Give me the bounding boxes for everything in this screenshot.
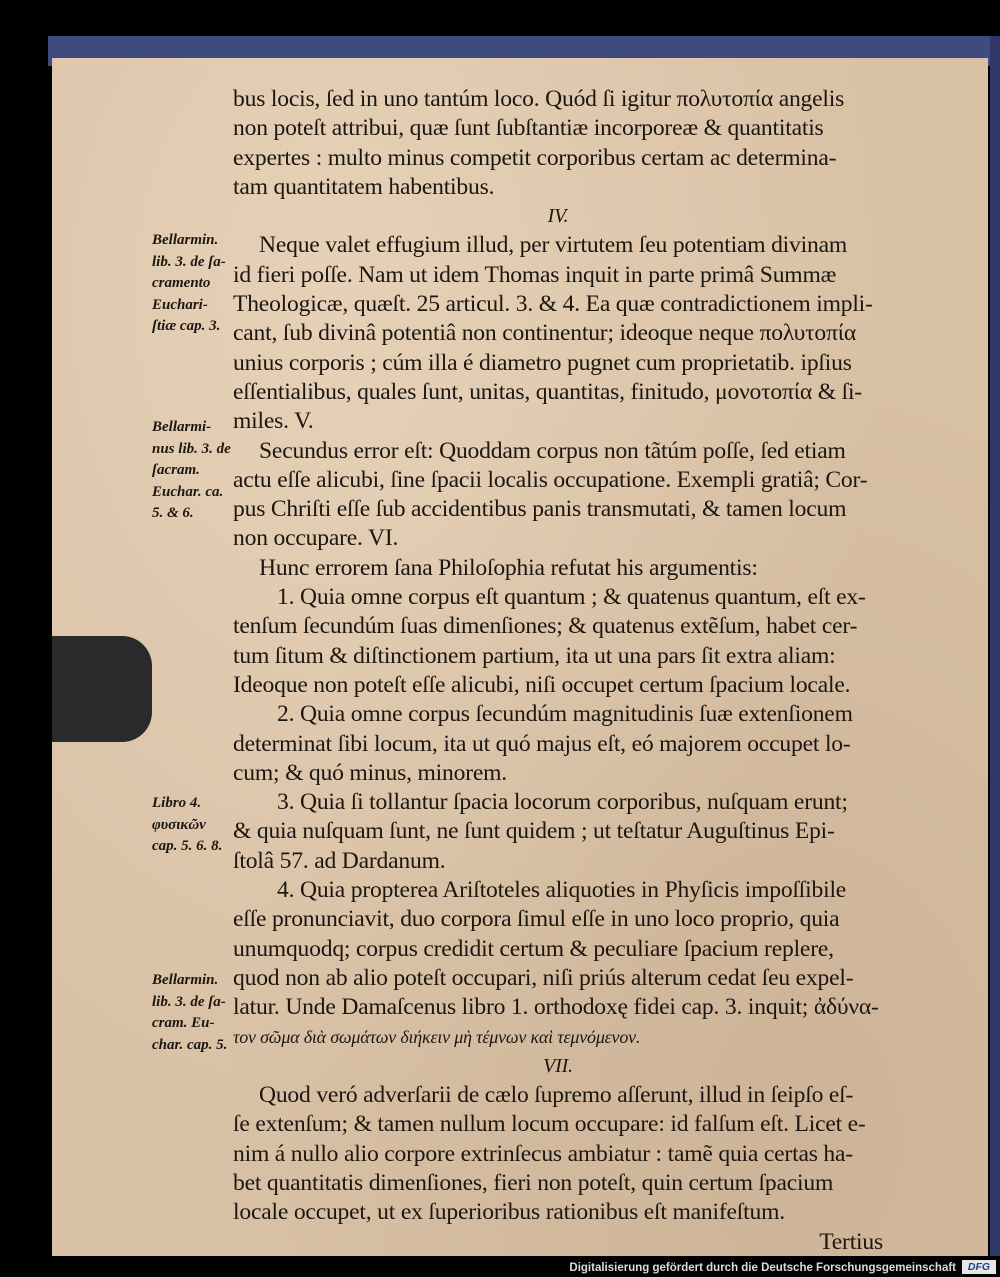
body-text <box>233 85 883 1257</box>
margin-note-line: lib. 3. de ſa- <box>152 993 226 1010</box>
text-line: latur. Unde Damaſcenus libro 1. orthodoxę fidei cap. 3. inquit; ἀδύνα- <box>233 994 879 1021</box>
text-line: cum; & quó minus, minorem. <box>233 759 507 786</box>
margin-note-line: 5. & 6. <box>152 505 194 521</box>
text-line: 2. Quia omne corpus ſecundúm magnitudinis ſuæ extenſionem <box>277 701 853 728</box>
margin-note-line: Euchari- <box>152 296 208 313</box>
margin-note-line: cap. 5. 6. 8. <box>152 838 223 854</box>
text-line: pus Chriſti eſſe ſub accidentibus panis transmutati, & tamen locum <box>233 496 847 523</box>
margin-note <box>152 970 248 1056</box>
text-line: id fieri poſſe. Nam ut idem Thomas inquit in parte primâ Summæ <box>233 261 837 288</box>
text-line: non occupare. VI. <box>233 525 399 552</box>
text-line: 3. Quia ſi tollantur ſpacia locorum corporibus, nuſquam erunt; <box>277 789 848 816</box>
text-line: determinat ſibi locum, ita ut quó majus eſt, eó majorem occupet lo- <box>233 730 851 757</box>
margin-note-line: Bellarmin. <box>152 232 219 248</box>
text-line: Ideoque non poteſt eſſe alicubi, niſi occupet certum ſpacium locale. <box>233 671 851 698</box>
text-line: & quia nuſquam ſunt, ne ſunt quidem ; ut teſtatur Auguſtinus Epi- <box>233 818 835 845</box>
text-line: Hunc errorem ſana Philoſophia refutat his argumentis: <box>259 554 758 581</box>
text-line: unius corporis ; cúm illa é diametro pugnet cum proprietatib. ipſius <box>233 349 852 376</box>
footer-bar <box>0 1256 1000 1277</box>
margin-note-line: Euchar. ca. <box>152 483 224 500</box>
text-line: eſſentialibus, quales ſunt, unitas, quantitas, finitudo, μονοτοπία & ſi- <box>233 378 862 405</box>
text-line: nim á nullo alio corpore extrinſecus ambiatur : tamẽ quia certas ha- <box>233 1140 853 1167</box>
margin-note-line: cram. Eu- <box>152 1015 215 1031</box>
margin-note-line: lib. 3. de ſa- <box>152 253 226 270</box>
margin-note-line: ſtiæ cap. 3. <box>152 318 221 334</box>
text-line: Secundus error eſt: Quoddam corpus non tãtúm poſſe, ſed etiam <box>259 437 846 464</box>
text-line: Neque valet effugium illud, per virtutem ſeu potentiam divinam <box>259 232 847 259</box>
text-line: expertes : multo minus competit corporibus certam ac determina- <box>233 144 837 171</box>
margin-note-line: Bellarmi- <box>152 419 212 435</box>
text-line: Theologicæ, quæſt. 25 articul. 3. & 4. Ea quæ contradictionem impli- <box>233 291 873 318</box>
text-line: locale occupet, ut ex ſuperioribus rationibus eſt manifeſtum. <box>233 1199 785 1226</box>
text-line: non poteſt attribui, quæ ſunt ſubſtantiæ incorporeæ & quantitatis <box>233 115 824 142</box>
footer-credit: Digitalisierung gefördert durch die Deutsche Forschungsgemeinschaft <box>569 1262 956 1274</box>
text-line: cant, ſub divinâ potentiâ non continentur; ideoque neque πολυτοπία <box>233 320 857 347</box>
margin-note-line: φυσικῶν <box>152 816 206 833</box>
text-line: miles. V. <box>233 408 314 435</box>
text-line: unumquodq; corpus credidit certum & peculiare ſpacium replere, <box>233 935 834 962</box>
bookmark-strip <box>52 636 152 742</box>
dfg-logo: DFG <box>962 1260 996 1274</box>
section-number: IV. <box>547 205 569 228</box>
margin-note-line: char. cap. 5. <box>152 1036 228 1053</box>
text-line: 1. Quia omne corpus eſt quantum ; & quatenus quantum, eſt ex- <box>277 584 866 611</box>
text-line: ſe extenſum; & tamen nullum locum occupare: id falſum eſt. Licet e- <box>233 1111 866 1138</box>
margin-note <box>152 230 248 338</box>
text-line: τον σῶμα διὰ σωμάτων διήκειν μὴ τέμνων καὶ τεμνόμενον. <box>233 1026 641 1047</box>
text-line: ſtolâ 57. ad Dardanum. <box>233 847 446 874</box>
text-line: 4. Quia propterea Ariſtoteles aliquoties in Phyſicis impoſſibile <box>277 877 847 904</box>
text-line: eſſe pronunciavit, duo corpora ſimul eſſe in uno loco proprio, quia <box>233 906 840 933</box>
text-line: bus locis, ſed in uno tantúm loco. Quód ſi igitur πολυτοπία angelis <box>233 86 845 112</box>
margin-note <box>152 793 248 858</box>
margin-note-line: ſacram. <box>152 462 200 478</box>
section-number: VII. <box>543 1054 573 1077</box>
text-line: Quod veró adverſarii de cælo ſupremo aſſerunt, illud in ſeipſo eſ- <box>259 1082 854 1109</box>
text-line: Tertius <box>819 1228 883 1255</box>
text-line: tenſum ſecundúm ſuas dimenſiones; & quatenus extẽſum, habet cer- <box>233 613 858 640</box>
margin-note-line: Libro 4. <box>152 795 202 811</box>
margin-note <box>152 417 248 525</box>
book-cover-side <box>990 36 1000 1256</box>
text-line: tam quantitatem habentibus. <box>233 173 495 200</box>
margin-note-line: Bellarmin. <box>152 972 219 988</box>
text-line: tum ſitum & diſtinctionem partium, ita ut una pars ſit extra aliam: <box>233 642 836 669</box>
text-line: bet quantitatis dimenſiones, fieri non poteſt, quin certum ſpacium <box>233 1169 834 1196</box>
margin-note-line: cramento <box>152 275 211 291</box>
text-line: actu eſſe alicubi, ſine ſpacii localis occupatione. Exempli gratiâ; Cor- <box>233 466 868 493</box>
margin-note-line: nus lib. 3. de <box>152 440 231 457</box>
text-line: quod non ab alio poteſt occupari, niſi priús alterum cedat ſeu expel- <box>233 964 854 991</box>
